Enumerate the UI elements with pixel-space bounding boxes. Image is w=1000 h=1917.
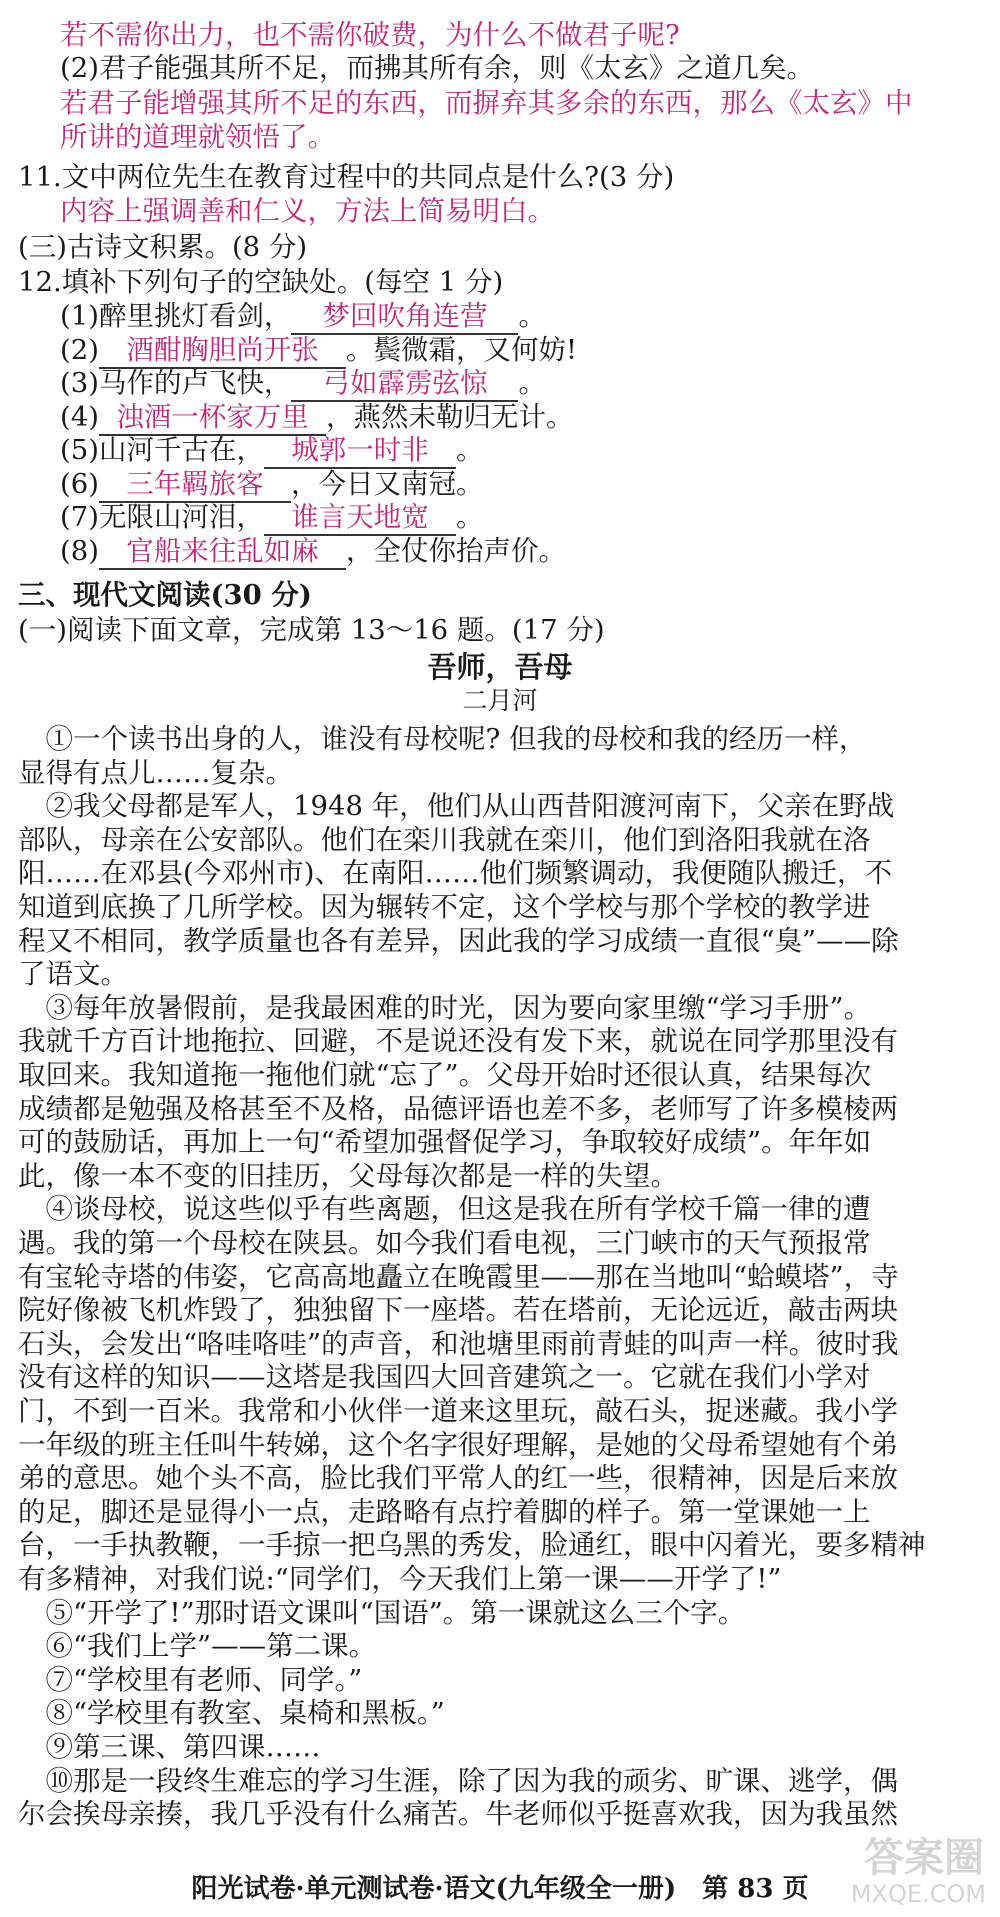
article-line: 阳……在邓县(今邓州市)、在南阳……他们频繁调动，我便随队搬迁，不 xyxy=(18,857,892,890)
fill-in-answer: 谁言天地宽 xyxy=(291,501,429,533)
fill-in-prefix: (6) xyxy=(60,467,99,500)
fill-in-blank xyxy=(264,433,456,469)
fill-in-suffix: 。鬓微霜，又何妨! xyxy=(345,333,578,366)
fill-in-item xyxy=(60,299,1000,335)
fill-in-item xyxy=(60,366,1000,402)
fill-in-prefix: (1)醉里挑灯看剑， xyxy=(60,300,292,332)
fill-in-item xyxy=(60,400,1000,436)
fill-in-blank xyxy=(99,400,326,436)
question-10-2: (2)君子能强其所不足，而拂其所有余，则《太玄》之道几矣。 xyxy=(60,52,814,84)
fill-in-suffix: ，今日又南冠。 xyxy=(290,467,484,500)
article-line: 程又不相同，教学质量也各有差异，因此我的学习成绩一直很“臭”——除 xyxy=(18,924,899,957)
article-line: ③每年放暑假前，是我最困难的时光，因为要向家里缴“学习手册”。 xyxy=(18,991,872,1024)
fill-in-blank xyxy=(99,534,346,570)
fill-in-blank xyxy=(99,333,346,369)
fill-in-blank xyxy=(291,366,518,402)
article-line: 部队，母亲在公安部队。他们在栾川我就在栾川，他们到洛阳我就在洛 xyxy=(18,823,871,856)
article-line: 遇。我的第一个母校在陕县。如今我们看电视，三门峡市的天气预报常 xyxy=(18,1227,871,1259)
article-line: 取回来。我知道拖一拖他们就“忘了”。父母开始时还很认真，结果每次 xyxy=(18,1059,872,1091)
answer-line-3: 若君子能增强其所不足的东西，而摒弃其多余的东西，那么《太玄》中 xyxy=(60,87,913,119)
article-line: ①一个读书出身的人，谁没有母校呢? 但我的母校和我的经历一样， xyxy=(18,723,867,755)
article-line: 的足，脚还是显得小一点，走路略有点拧着脚的样子。第一堂课她一上 xyxy=(18,1495,871,1528)
article-line: 有多精神，对我们说:“同学们，今天我们上第一课——开学了!” xyxy=(18,1563,782,1595)
fill-in-suffix: 。 xyxy=(455,501,484,533)
article-line: ④谈母校，说这些似乎有些离题，但这是我在所有学校千篇一律的遭 xyxy=(18,1193,871,1226)
fill-in-item xyxy=(60,500,1000,536)
fill-in-item xyxy=(60,534,1000,570)
article-title: 吾师，吾母 xyxy=(427,650,573,684)
article-line: ⑨第三课、第四课…… xyxy=(18,1731,321,1763)
fill-in-suffix: ，全仗你抬声价。 xyxy=(345,534,566,567)
article-line: 有宝轮寺塔的伟姿，它高高地矗立在晚霞里——那在当地叫“蛤蟆塔”，寺 xyxy=(18,1260,899,1293)
section-3-heading: (三)古诗文积累。(8 分) xyxy=(18,231,308,263)
article-line: ⑤“开学了!”那时语文课叫“国语”。第一课就这么三个字。 xyxy=(18,1596,746,1629)
fill-in-answer: 浊酒一杯家万里 xyxy=(116,400,309,433)
fill-in-suffix: 。 xyxy=(455,434,484,466)
article-line: 门，不到一百米。我常和小伙伴一道来这里玩，敲石头，捉迷藏。我小学 xyxy=(18,1395,898,1427)
article-line: 尔会挨母亲揍，我几乎没有什么痛苦。牛老师似乎挺喜欢我，因为我虽然 xyxy=(18,1798,898,1831)
fill-in-prefix: (5)山河千古在， xyxy=(60,434,264,466)
article-line: 显得有点儿……复杂。 xyxy=(18,756,293,789)
answer-line-1: 若不需你出力，也不需你破费，为什么不做君子呢? xyxy=(60,19,680,51)
article-line: 一年级的班主任叫牛转娣，这个名字很好理解，是她的父母希望她有个弟 xyxy=(18,1428,898,1461)
article-line: ⑦“学校里有老师、同学。” xyxy=(18,1663,363,1696)
article-line: 了语文。 xyxy=(18,958,128,991)
watermark-logo: 答案圈 xyxy=(864,1835,984,1881)
fill-in-answer: 三年羁旅客 xyxy=(126,467,264,500)
fill-in-suffix: 。 xyxy=(518,300,546,332)
part-3-subheading: (一)阅读下面文章，完成第 13～16 题。(17 分) xyxy=(18,614,605,646)
part-3-heading: 三、现代文阅读(30 分) xyxy=(18,579,312,611)
article-line: ②我父母都是军人，1948 年，他们从山西昔阳渡河南下，父亲在野战 xyxy=(18,790,895,823)
fill-in-prefix: (7)无限山河泪， xyxy=(60,501,264,533)
fill-in-item xyxy=(60,433,1000,469)
fill-in-prefix: (4) xyxy=(60,400,99,433)
fill-in-prefix: (2) xyxy=(60,333,99,366)
fill-in-answer: 酒酣胸胆尚开张 xyxy=(126,333,319,366)
fill-in-prefix: (3)马作的卢飞快， xyxy=(60,367,292,399)
article-line: 没有这样的知识——这塔是我国四大回音建筑之一。它就在我们小学对 xyxy=(18,1361,871,1394)
article-author: 二月河 xyxy=(462,686,538,715)
fill-in-suffix: ，燕然未勒归无计。 xyxy=(325,400,574,433)
answer-line-4: 所讲的道理就领悟了。 xyxy=(60,121,335,153)
fill-in-blank xyxy=(291,299,518,335)
article-line: 此，像一本不变的旧挂历，父母每次都是一样的失望。 xyxy=(18,1159,678,1192)
fill-in-blank xyxy=(264,500,456,536)
article-line: ⑧“学校里有教室、桌椅和黑板。” xyxy=(18,1697,445,1730)
fill-in-answer: 弓如霹雳弦惊 xyxy=(322,367,488,399)
page-footer: 阳光试卷·单元测试卷·语文(九年级全一册) 第 83 页 xyxy=(191,1874,809,1904)
fill-in-prefix: (8) xyxy=(60,534,99,567)
article-line: ⑥“我们上学”——第二课。 xyxy=(18,1630,377,1663)
article-line: ⑩那是一段终生难忘的学习生涯，除了因为我的顽劣、旷课、逃学，偶 xyxy=(18,1764,898,1797)
answer-11: 内容上强调善和仁义，方法上简易明白。 xyxy=(60,195,555,227)
fill-in-item xyxy=(60,467,1000,503)
article-line: 弟的意思。她个头不高，脸比我们平常人的红一些，很精神，因是后来放 xyxy=(18,1462,898,1495)
article-line: 成绩都是勉强及格甚至不及格，品德评语也差不多，老师写了许多模棱两 xyxy=(18,1092,898,1125)
article-line: 我就千方百计地拖拉、回避，不是说还没有发下来，就说在同学那里没有 xyxy=(18,1025,898,1058)
fill-in-suffix: 。 xyxy=(518,367,546,399)
article-line: 院好像被飞机炸毁了，独独留下一座塔。若在塔前，无论远近，敲击两块 xyxy=(18,1294,898,1327)
article-line: 石头，会发出“咯哇咯哇”的声音，和池塘里雨前青蛙的叫声一样。彼时我 xyxy=(18,1327,899,1360)
fill-in-item xyxy=(60,333,1000,369)
watermark-url: MXQE.COM xyxy=(850,1880,986,1908)
fill-in-answer: 官船来往乱如麻 xyxy=(126,534,319,567)
fill-in-blank xyxy=(99,467,291,503)
question-12: 12.填补下列句子的空缺处。(每空 1 分) xyxy=(18,266,504,298)
article-line: 台，一手执教鞭，一手掠一把乌黑的秀发，脸通红，眼中闪着光，要多精神 xyxy=(18,1529,926,1562)
article-line: 可的鼓励话，再加上一句“希望加强督促学习，争取较好成绩”。年年如 xyxy=(18,1126,872,1159)
article-line: 知道到底换了几所学校。因为辗转不定，这个学校与那个学校的教学进 xyxy=(18,891,871,923)
question-11: 11.文中两位先生在教育过程中的共同点是什么?(3 分) xyxy=(18,161,675,193)
fill-in-answer: 梦回吹角连营 xyxy=(322,300,488,332)
fill-in-answer: 城郭一时非 xyxy=(291,434,429,466)
